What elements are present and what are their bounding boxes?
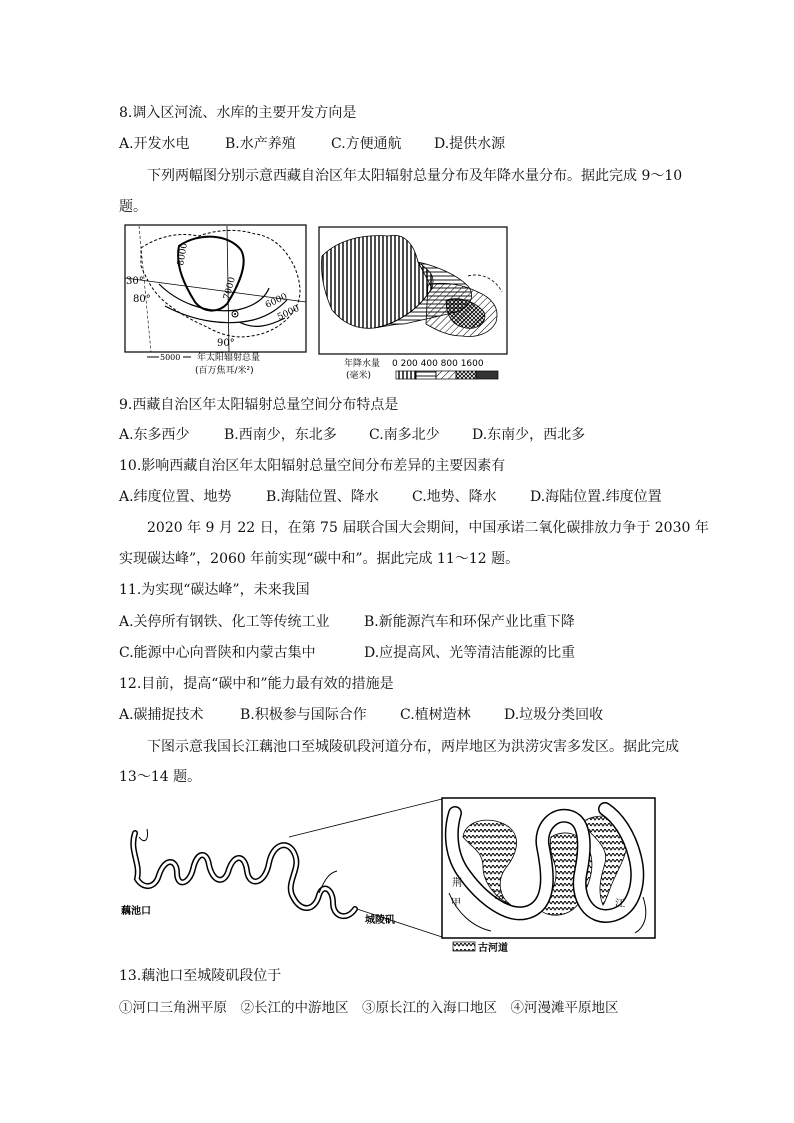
q11-options-row2 <box>119 643 575 663</box>
q8-option-a: A.开发水电 <box>119 136 190 152</box>
label-yi: 乙 <box>494 891 504 902</box>
lat-label-30: 30° <box>126 276 144 287</box>
q12-option-c: C.植树造林 <box>400 707 471 723</box>
intro-11-12-line1: 2020 年 9 月 22 日，在第 75 届联合国大会期间，中国承诺二氧化碳排放力争于 2030 年 <box>147 520 709 536</box>
q12-options <box>119 705 603 725</box>
precip-legend-title: 年降水量 <box>344 359 381 369</box>
iso-label-7000: 7000 <box>222 276 238 301</box>
intro-9-10-line2: 题。 <box>119 199 147 215</box>
q12-option-b: B.积极参与国际合作 <box>240 707 367 723</box>
q13-stem: 13.藕池口至城陵矶段位于 <box>119 968 282 984</box>
q11-option-a: A.关停所有钢铁、化工等传统工业 <box>119 614 330 630</box>
q9-option-c: C.南多北少 <box>369 427 440 443</box>
legend-iso-value: 5000 <box>160 353 181 362</box>
intro-11-12-line2: 实现碳达峰”，2060 年前实现“碳中和”。据此完成 11～12 题。 <box>119 551 520 567</box>
q10-stem: 10.影响西藏自治区年太阳辐射总量空间分布差异的主要因素有 <box>119 458 506 474</box>
q13-options: ①河口三角洲平原 ②长江的中游地区 ③原长江的入海口地区 ④河漫滩平原地区 <box>119 1000 619 1016</box>
q11-options-row1 <box>119 612 575 632</box>
iso-label-5000: 5000 <box>276 303 302 323</box>
q10-option-c: C.地势、降水 <box>412 489 497 505</box>
iso-label-8000: 8000 <box>176 242 190 267</box>
intro-13-14-line2: 13～14 题。 <box>119 769 202 785</box>
solar-caption-unit: (百万焦耳/米²) <box>195 366 254 376</box>
precip-legend-values: 0 200 400 800 1600 <box>392 359 484 369</box>
place-ouchikou: 藕池口 <box>121 906 151 917</box>
q9-stem: 9.西藏自治区年太阳辐射总量空间分布特点是 <box>119 397 399 413</box>
q8-option-c: C.方便通航 <box>331 136 402 152</box>
q9-option-b: B.西南少，东北多 <box>224 427 337 443</box>
label-jing: 荆 <box>452 878 462 889</box>
label-jia: 甲 <box>451 898 461 909</box>
q10-option-d: D.海陆位置.纬度位置 <box>530 489 662 505</box>
place-chenglingji: 城陵矶 <box>365 915 395 926</box>
lon-label-80: 80° <box>133 294 151 305</box>
precip-legend-unit: (毫米) <box>346 371 372 381</box>
intro-13-14-line1: 下图示意我国长江藕池口至城陵矶段河道分布，两岸地区为洪涝灾害多发区。据此完成 <box>147 739 679 755</box>
q10-option-a: A.纬度位置、地势 <box>119 489 232 505</box>
old-channel-legend-swatch <box>453 942 475 951</box>
q8-options <box>119 134 505 154</box>
intro-9-10-line1: 下列两幅图分别示意西藏自治区年太阳辐射总量分布及年降水量分布。据此完成 9～10 <box>147 168 683 184</box>
q9-options <box>119 425 585 445</box>
q10-option-b: B.海陆位置、降水 <box>266 489 379 505</box>
precipitation-map <box>318 226 512 386</box>
iso-label-6000: 6000 <box>264 291 290 311</box>
old-channel-legend-label: 古河道 <box>478 943 508 954</box>
q10-options <box>119 487 662 507</box>
q8-option-b: B.水产养殖 <box>225 136 296 152</box>
label-jiang: 江 <box>615 899 625 910</box>
q11-stem: 11.为实现“碳达峰”，未来我国 <box>119 582 310 598</box>
q11-option-c: C.能源中心向晋陕和内蒙古集中 <box>119 645 316 661</box>
q11-option-b: B.新能源汽车和环保产业比重下降 <box>364 614 575 630</box>
solar-radiation-map <box>119 222 313 380</box>
yangtze-river-map <box>119 793 679 961</box>
q12-option-a: A.碳捕捉技术 <box>119 707 204 723</box>
q9-option-d: D.东南少，西北多 <box>472 427 586 443</box>
q8-option-d: D.提供水源 <box>434 136 506 152</box>
q12-stem: 12.目前，提高“碳中和”能力最有效的措施是 <box>119 676 394 692</box>
q12-option-d: D.垃圾分类回收 <box>504 707 604 723</box>
solar-caption: 年太阳辐射总量 <box>197 353 261 363</box>
q8-stem: 8.调入区河流、水库的主要开发方向是 <box>119 105 357 121</box>
q11-option-d: D.应提高风、光等清洁能源的比重 <box>364 645 576 661</box>
lon-label-90: 90° <box>217 338 235 349</box>
q9-option-a: A.东多西少 <box>119 427 190 443</box>
